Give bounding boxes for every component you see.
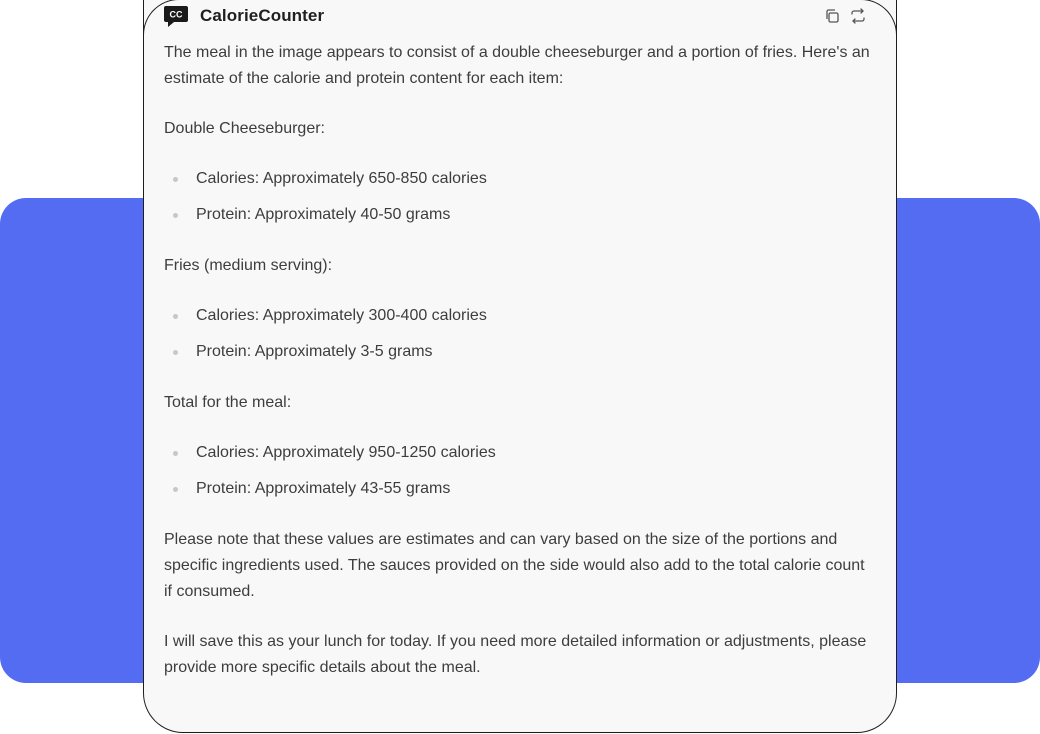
- section-heading: Double Cheeseburger:: [164, 120, 325, 137]
- list-item-text: Calories: Approximately 300-400 calories: [196, 307, 487, 324]
- bullet-dot: [173, 451, 178, 456]
- copy-icon[interactable]: [824, 8, 840, 24]
- section-heading: Total for the meal:: [164, 394, 292, 411]
- regenerate-icon[interactable]: [850, 8, 866, 24]
- list-item-text: Protein: Approximately 3-5 grams: [196, 343, 433, 360]
- list-item: [164, 339, 876, 365]
- bullet-dot: [173, 213, 178, 218]
- message-body: [164, 40, 876, 705]
- list-item: [164, 440, 876, 466]
- message-actions: [824, 8, 866, 24]
- list-item: [164, 303, 876, 329]
- list-item: [164, 202, 876, 228]
- bullet-list: [164, 303, 876, 365]
- message-header: [163, 4, 866, 28]
- list-item: [164, 166, 876, 192]
- section-heading: Fries (medium serving):: [164, 257, 333, 274]
- intro-paragraph: The meal in the image appears to consist of a double cheeseburger and a portion of fries. Here's an estimate of the calorie and protein content for each item:: [164, 44, 870, 87]
- chat-message-card: [143, 0, 897, 733]
- list-item-text: Calories: Approximately 650-850 calories: [196, 170, 487, 187]
- closing-paragraph: I will save this as your lunch for today. If you need more detailed information or adjustments, please provide more specific details about the meal.: [164, 633, 867, 676]
- chat-bubble-icon: [163, 3, 189, 29]
- bullet-list: [164, 166, 876, 228]
- svg-text:CC: CC: [169, 9, 183, 20]
- list-item-text: Calories: Approximately 950-1250 calories: [196, 444, 496, 461]
- bullet-dot: [173, 314, 178, 319]
- list-item-text: Protein: Approximately 40-50 grams: [196, 206, 451, 223]
- note-paragraph: Please note that these values are estimates and can vary based on the size of the portions and specific ingredients used. The sauces provided on the side would also add to the total calorie count if consumed.: [164, 531, 865, 600]
- bullet-dot: [173, 487, 178, 492]
- list-item: [164, 476, 876, 502]
- app-name: CalorieCounter: [200, 6, 325, 25]
- bullet-list: [164, 440, 876, 502]
- bullet-dot: [173, 177, 178, 182]
- list-item-text: Protein: Approximately 43-55 grams: [196, 480, 451, 497]
- bullet-dot: [173, 350, 178, 355]
